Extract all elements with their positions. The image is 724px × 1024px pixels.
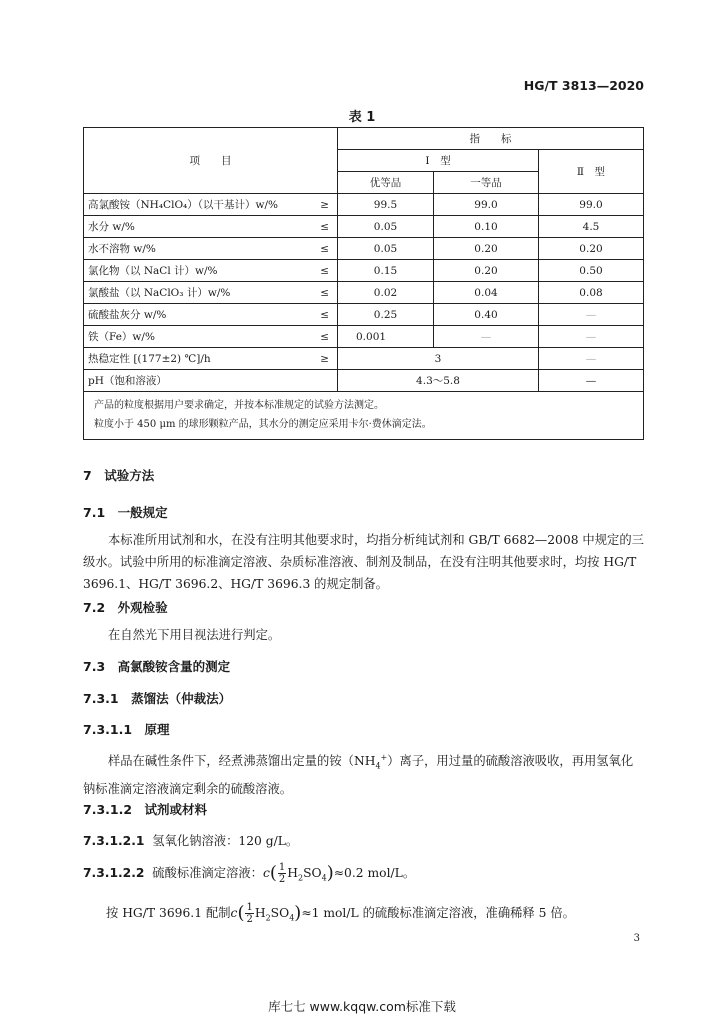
header-type1: Ⅰ 型: [338, 150, 539, 172]
row-item: 水分 w/%: [84, 216, 298, 238]
table-row: [84, 304, 644, 326]
reagent-naoh: [83, 830, 298, 852]
preparation-text-a: 按 HG/T 3696.1 配制: [106, 906, 231, 920]
reagent-h2so4: 7.3.1.2.2 硫酸标准滴定溶液：c( $\frac{1}{2}$ $H_2SO_4)\approx 0.2$ mol/L。: [83, 862, 416, 885]
row-grade-a: 0.15: [338, 260, 434, 282]
header-index: 指 标: [338, 128, 644, 150]
row-type1-value: 3: [338, 348, 539, 370]
row-symbol: ≥: [298, 194, 338, 216]
footer-watermark-text: 库七七 www.kqqw.com标准下载: [268, 999, 456, 1014]
spec-table: [83, 127, 644, 440]
table-row: [84, 348, 644, 370]
section-7-3-1-2-heading: 7.3.1.2 试剂或材料: [83, 802, 208, 817]
row-symbol: ≤: [298, 326, 338, 348]
row-symbol: ≤: [298, 216, 338, 238]
row-item: 铁（Fe）w/%: [84, 326, 298, 348]
row-symbol: ≥: [298, 348, 338, 370]
table-row: [84, 326, 644, 348]
fraction: $\frac{1}{2}$: [246, 902, 253, 925]
section-7-3-1-heading: 7.3.1 蒸馏法（仲裁法）: [83, 691, 232, 706]
table-note: 粒度小于 450 μm 的球形颗粒产品，其水分的测定应采用卡尔·费休滴定法。: [94, 419, 432, 430]
row-type2: —: [539, 348, 644, 370]
table-row: [84, 282, 644, 304]
reagent-naoh-number: 7.3.1.2.1: [83, 834, 145, 848]
row-grade-a: 0.05: [338, 238, 434, 260]
header-grade-a: 优等品: [338, 172, 434, 194]
section-7-3-1-1-heading: 7.3.1.1 原理: [83, 722, 170, 737]
table-title: 表 1: [348, 110, 376, 125]
row-type2: —: [539, 370, 644, 392]
row-item: 热稳定性 [(177±2) ℃]/h: [84, 348, 298, 370]
row-grade-b: —: [434, 326, 539, 348]
section-7-heading: 7 试验方法: [83, 468, 155, 483]
row-item: 水不溶物 w/%: [84, 238, 298, 260]
principle-paragraph: 样品在碱性条件下，经煮沸蒸馏出定量的铵$(NH_4^+)$离子，用过量的硫酸溶液吸收，再用氢氧化钠标准滴定溶液滴定剩余的硫酸溶液。: [83, 753, 634, 796]
row-type2: 99.0: [539, 194, 644, 216]
row-type2: —: [539, 304, 644, 326]
row-type2: 4.5: [539, 216, 644, 238]
principle-text-a: 样品在碱性条件下，经煮沸蒸馏出定量的铵（NH: [108, 754, 376, 769]
principle-text-b: ）离子，用过量的硫酸溶液吸收，再用氢氧化钠标准滴定溶液滴定剩余的硫酸溶液。: [83, 754, 634, 796]
row-item: 高氯酸铵（NH₄ClO₄）（以干基计）w/%: [84, 194, 298, 216]
row-grade-b: 99.0: [434, 194, 539, 216]
row-type2: 0.20: [539, 238, 644, 260]
row-grade-a: 0.02: [338, 282, 434, 304]
row-symbol: ≤: [298, 282, 338, 304]
row-symbol: ≤: [298, 260, 338, 282]
row-symbol: ≤: [298, 304, 338, 326]
table-row: [84, 260, 644, 282]
row-grade-b: 0.40: [434, 304, 539, 326]
table-row: [84, 238, 644, 260]
row-grade-b: 0.10: [434, 216, 539, 238]
header-item: 项 目: [84, 128, 338, 194]
row-grade-a: 99.5: [338, 194, 434, 216]
table-note-row: [84, 392, 644, 440]
row-type2: 0.50: [539, 260, 644, 282]
row-item: pH（饱和溶液）: [84, 370, 338, 392]
section-7-2-paragraph: 在自然光下用目视法进行判定。: [108, 628, 281, 642]
preparation-text-b: ≈1 mol/L 的硫酸标准滴定溶液，准确稀释 5 倍。: [301, 906, 575, 920]
section-7-3-heading: 7.3 高氯酸铵含量的测定: [83, 659, 231, 674]
section-7-1-heading: 7.1 一般规定: [83, 505, 168, 520]
reagent-h2so4-text: 硫酸标准滴定溶液：: [152, 866, 263, 880]
row-item: 硫酸盐灰分 w/%: [84, 304, 298, 326]
row-type1-value: 4.3～5.8: [338, 370, 539, 392]
row-grade-b: 0.20: [434, 260, 539, 282]
page-number: 3: [633, 933, 640, 944]
table-row: [84, 194, 644, 216]
reagent-h2so4-number: 7.3.1.2.2: [83, 866, 145, 880]
reagent-naoh-text: 氢氧化钠溶液：120 g/L。: [152, 834, 299, 848]
row-symbol: ≤: [298, 238, 338, 260]
row-grade-a: 0.001: [338, 326, 434, 348]
section-7-1-paragraph: 本标准所用试剂和水，在没有注明其他要求时，均指分析纯试剂和 GB/T 6682—2008 中规定的三级水。试验中所用的标准滴定溶液、杂质标准溶液、制剂及制品，在没有注明其他要求时，均按 HG/T 3696.1、HG/T 3696.2、HG/T 3696.3 的规定制备。: [83, 533, 644, 591]
preparation-paragraph: 按 HG/T 3696.1 配制c( $\frac{1}{2}$ $H_2SO_4)\approx 1$ mol/L 的硫酸标准滴定溶液，准确稀释 5 倍。: [106, 902, 575, 925]
row-item: 氯化物（以 NaCl 计）w/%: [84, 260, 298, 282]
row-grade-a: 0.05: [338, 216, 434, 238]
row-grade-b: 0.04: [434, 282, 539, 304]
table-note: 产品的粒度根据用户要求确定，并按本标准规定的试验方法测定。: [94, 400, 384, 411]
row-item: 氯酸盐（以 NaClO₃ 计）w/%: [84, 282, 298, 304]
reagent-h2so4-value: ≈0.2 mol/L。: [333, 866, 416, 880]
table-row: [84, 370, 644, 392]
header-grade-b: 一等品: [434, 172, 539, 194]
document-code: HG/T 3813—2020: [523, 78, 644, 93]
row-type2: 0.08: [539, 282, 644, 304]
table-notes: [84, 392, 644, 440]
section-7-2-heading: 7.2 外观检验: [83, 600, 168, 615]
row-grade-b: 0.20: [434, 238, 539, 260]
row-grade-a: 0.25: [338, 304, 434, 326]
fraction: $\frac{1}{2}$: [278, 862, 286, 885]
row-type2: —: [539, 326, 644, 348]
table-row: [84, 216, 644, 238]
header-type2: Ⅱ 型: [539, 150, 644, 194]
